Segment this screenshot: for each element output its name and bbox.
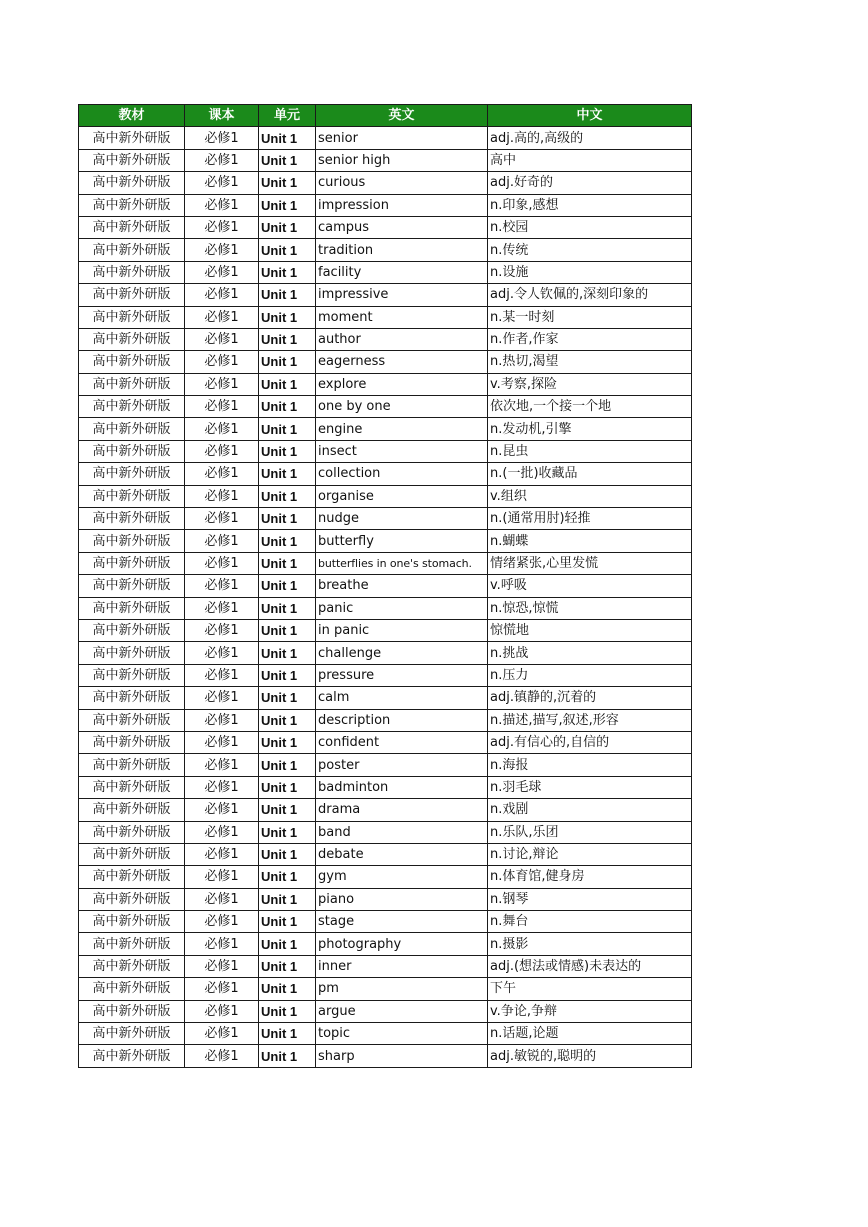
cell-volume: 必修1 [185,754,259,776]
cell-english: curious [316,172,488,194]
cell-volume: 必修1 [185,552,259,574]
cell-unit: Unit 1 [259,754,316,776]
table-row [79,530,692,552]
cell-textbook: 高中新外研版 [79,373,185,395]
cell-volume: 必修1 [185,1045,259,1067]
cell-chinese: n.戏剧 [488,799,692,821]
cell-unit: Unit 1 [259,351,316,373]
cell-textbook: 高中新外研版 [79,731,185,753]
cell-textbook: 高中新外研版 [79,754,185,776]
cell-english: badminton [316,776,488,798]
table-row [79,194,692,216]
cell-unit: Unit 1 [259,955,316,977]
cell-textbook: 高中新外研版 [79,306,185,328]
cell-unit: Unit 1 [259,619,316,641]
cell-english: butterfly [316,530,488,552]
cell-textbook: 高中新外研版 [79,216,185,238]
cell-english: senior high [316,149,488,171]
cell-chinese: 惊慌地 [488,619,692,641]
cell-unit: Unit 1 [259,284,316,306]
cell-volume: 必修1 [185,955,259,977]
cell-textbook: 高中新外研版 [79,978,185,1000]
table-row [79,866,692,888]
cell-textbook: 高中新外研版 [79,530,185,552]
header-volume: 课本 [185,105,259,127]
cell-unit: Unit 1 [259,530,316,552]
cell-chinese: adj.高的,高级的 [488,127,692,149]
cell-textbook: 高中新外研版 [79,194,185,216]
cell-chinese: n.钢琴 [488,888,692,910]
cell-textbook: 高中新外研版 [79,328,185,350]
cell-textbook: 高中新外研版 [79,709,185,731]
cell-unit: Unit 1 [259,821,316,843]
cell-volume: 必修1 [185,463,259,485]
cell-english: moment [316,306,488,328]
cell-english: organise [316,485,488,507]
cell-english: nudge [316,508,488,530]
table-row [79,127,692,149]
cell-chinese: n.某一时刻 [488,306,692,328]
cell-english: impression [316,194,488,216]
cell-textbook: 高中新外研版 [79,888,185,910]
cell-chinese: n.传统 [488,239,692,261]
cell-chinese: n.(一批)收藏品 [488,463,692,485]
cell-chinese: n.设施 [488,261,692,283]
cell-chinese: n.羽毛球 [488,776,692,798]
table-row [79,821,692,843]
table-row [79,1045,692,1067]
cell-english: topic [316,1023,488,1045]
cell-textbook: 高中新外研版 [79,866,185,888]
table-row [79,978,692,1000]
cell-volume: 必修1 [185,396,259,418]
cell-volume: 必修1 [185,799,259,821]
header-row [79,105,692,127]
table-row [79,351,692,373]
table-row [79,440,692,462]
table-row [79,933,692,955]
header-chinese: 中文 [488,105,692,127]
cell-english: tradition [316,239,488,261]
cell-textbook: 高中新外研版 [79,149,185,171]
cell-textbook: 高中新外研版 [79,485,185,507]
table-row [79,1000,692,1022]
table-row [79,843,692,865]
cell-chinese: n.体育馆,健身房 [488,866,692,888]
cell-chinese: n.压力 [488,664,692,686]
cell-volume: 必修1 [185,485,259,507]
cell-english: gym [316,866,488,888]
cell-textbook: 高中新外研版 [79,687,185,709]
cell-unit: Unit 1 [259,216,316,238]
cell-volume: 必修1 [185,1023,259,1045]
cell-chinese: adj.镇静的,沉着的 [488,687,692,709]
cell-textbook: 高中新外研版 [79,351,185,373]
cell-chinese: v.考察,探险 [488,373,692,395]
cell-chinese: n.校园 [488,216,692,238]
cell-chinese: 依次地,一个接一个地 [488,396,692,418]
cell-unit: Unit 1 [259,239,316,261]
cell-unit: Unit 1 [259,866,316,888]
cell-unit: Unit 1 [259,843,316,865]
cell-unit: Unit 1 [259,485,316,507]
cell-textbook: 高中新外研版 [79,1000,185,1022]
cell-unit: Unit 1 [259,418,316,440]
cell-english: impressive [316,284,488,306]
cell-volume: 必修1 [185,619,259,641]
cell-volume: 必修1 [185,530,259,552]
cell-volume: 必修1 [185,888,259,910]
cell-textbook: 高中新外研版 [79,575,185,597]
cell-english: band [316,821,488,843]
cell-volume: 必修1 [185,978,259,1000]
cell-volume: 必修1 [185,306,259,328]
cell-unit: Unit 1 [259,799,316,821]
table-row [79,955,692,977]
cell-volume: 必修1 [185,597,259,619]
cell-textbook: 高中新外研版 [79,396,185,418]
cell-volume: 必修1 [185,821,259,843]
cell-english: butterflies in one's stomach. [316,552,488,574]
cell-english: photography [316,933,488,955]
cell-unit: Unit 1 [259,463,316,485]
table-row [79,239,692,261]
cell-english: confident [316,731,488,753]
table-row [79,508,692,530]
cell-english: calm [316,687,488,709]
table-row [79,306,692,328]
cell-english: piano [316,888,488,910]
cell-volume: 必修1 [185,664,259,686]
cell-english: one by one [316,396,488,418]
cell-unit: Unit 1 [259,440,316,462]
table-row [79,731,692,753]
vocabulary-table [78,104,692,1068]
table-row [79,709,692,731]
cell-unit: Unit 1 [259,888,316,910]
cell-textbook: 高中新外研版 [79,1023,185,1045]
cell-chinese: adj.好奇的 [488,172,692,194]
cell-chinese: n.蝴蝶 [488,530,692,552]
cell-english: author [316,328,488,350]
cell-textbook: 高中新外研版 [79,664,185,686]
cell-unit: Unit 1 [259,396,316,418]
cell-volume: 必修1 [185,216,259,238]
cell-volume: 必修1 [185,709,259,731]
cell-textbook: 高中新外研版 [79,911,185,933]
cell-english: campus [316,216,488,238]
cell-unit: Unit 1 [259,664,316,686]
table-row [79,216,692,238]
cell-volume: 必修1 [185,642,259,664]
table-row [79,687,692,709]
cell-chinese: n.乐队,乐团 [488,821,692,843]
cell-unit: Unit 1 [259,709,316,731]
header-english: 英文 [316,105,488,127]
cell-volume: 必修1 [185,933,259,955]
cell-volume: 必修1 [185,731,259,753]
cell-unit: Unit 1 [259,731,316,753]
cell-english: sharp [316,1045,488,1067]
cell-chinese: v.呼吸 [488,575,692,597]
table-row [79,1023,692,1045]
cell-volume: 必修1 [185,373,259,395]
table-row [79,149,692,171]
cell-chinese: adj.敏锐的,聪明的 [488,1045,692,1067]
cell-english: explore [316,373,488,395]
cell-english: facility [316,261,488,283]
cell-volume: 必修1 [185,866,259,888]
table-row [79,284,692,306]
cell-unit: Unit 1 [259,642,316,664]
cell-textbook: 高中新外研版 [79,261,185,283]
table-row [79,664,692,686]
header-textbook: 教材 [79,105,185,127]
cell-volume: 必修1 [185,776,259,798]
cell-volume: 必修1 [185,284,259,306]
cell-volume: 必修1 [185,328,259,350]
cell-volume: 必修1 [185,127,259,149]
cell-unit: Unit 1 [259,373,316,395]
cell-volume: 必修1 [185,575,259,597]
cell-english: debate [316,843,488,865]
cell-textbook: 高中新外研版 [79,463,185,485]
cell-chinese: n.摄影 [488,933,692,955]
cell-chinese: adj.令人钦佩的,深刻印象的 [488,284,692,306]
cell-chinese: n.海报 [488,754,692,776]
cell-volume: 必修1 [185,418,259,440]
cell-chinese: n.话题,论题 [488,1023,692,1045]
table-row [79,172,692,194]
cell-chinese: 情绪紧张,心里发慌 [488,552,692,574]
cell-unit: Unit 1 [259,172,316,194]
table-row [79,642,692,664]
cell-chinese: v.争论,争辩 [488,1000,692,1022]
table-body [79,127,692,1067]
cell-unit: Unit 1 [259,1023,316,1045]
cell-textbook: 高中新外研版 [79,418,185,440]
table-row [79,396,692,418]
cell-english: senior [316,127,488,149]
cell-unit: Unit 1 [259,261,316,283]
cell-textbook: 高中新外研版 [79,619,185,641]
cell-unit: Unit 1 [259,127,316,149]
cell-chinese: 高中 [488,149,692,171]
cell-textbook: 高中新外研版 [79,642,185,664]
table-row [79,328,692,350]
cell-unit: Unit 1 [259,911,316,933]
cell-english: in panic [316,619,488,641]
cell-volume: 必修1 [185,149,259,171]
cell-english: pm [316,978,488,1000]
cell-english: poster [316,754,488,776]
cell-volume: 必修1 [185,351,259,373]
cell-english: engine [316,418,488,440]
cell-unit: Unit 1 [259,149,316,171]
cell-unit: Unit 1 [259,933,316,955]
cell-volume: 必修1 [185,508,259,530]
cell-chinese: n.描述,描写,叙述,形容 [488,709,692,731]
cell-volume: 必修1 [185,440,259,462]
cell-textbook: 高中新外研版 [79,440,185,462]
cell-textbook: 高中新外研版 [79,172,185,194]
cell-chinese: n.昆虫 [488,440,692,462]
cell-english: breathe [316,575,488,597]
cell-volume: 必修1 [185,172,259,194]
cell-unit: Unit 1 [259,978,316,1000]
cell-chinese: n.(通常用肘)轻推 [488,508,692,530]
cell-chinese: v.组织 [488,485,692,507]
table-row [79,261,692,283]
cell-english: panic [316,597,488,619]
table-row [79,552,692,574]
cell-textbook: 高中新外研版 [79,1045,185,1067]
cell-chinese: 下午 [488,978,692,1000]
cell-volume: 必修1 [185,1000,259,1022]
cell-volume: 必修1 [185,843,259,865]
cell-english: drama [316,799,488,821]
cell-unit: Unit 1 [259,552,316,574]
table-row [79,619,692,641]
cell-chinese: adj.有信心的,自信的 [488,731,692,753]
cell-textbook: 高中新外研版 [79,284,185,306]
header-unit: 单元 [259,105,316,127]
cell-english: eagerness [316,351,488,373]
cell-volume: 必修1 [185,239,259,261]
cell-textbook: 高中新外研版 [79,776,185,798]
table-row [79,597,692,619]
cell-english: description [316,709,488,731]
cell-textbook: 高中新外研版 [79,127,185,149]
table-row [79,754,692,776]
cell-english: collection [316,463,488,485]
cell-english: insect [316,440,488,462]
cell-unit: Unit 1 [259,328,316,350]
cell-textbook: 高中新外研版 [79,955,185,977]
cell-english: challenge [316,642,488,664]
cell-textbook: 高中新外研版 [79,843,185,865]
cell-chinese: n.印象,感想 [488,194,692,216]
table-row [79,485,692,507]
cell-unit: Unit 1 [259,597,316,619]
cell-unit: Unit 1 [259,508,316,530]
cell-unit: Unit 1 [259,776,316,798]
cell-chinese: n.作者,作家 [488,328,692,350]
cell-english: pressure [316,664,488,686]
cell-unit: Unit 1 [259,194,316,216]
cell-volume: 必修1 [185,194,259,216]
table-row [79,911,692,933]
cell-volume: 必修1 [185,261,259,283]
cell-unit: Unit 1 [259,1045,316,1067]
table-row [79,373,692,395]
cell-volume: 必修1 [185,911,259,933]
cell-textbook: 高中新外研版 [79,597,185,619]
cell-chinese: n.发动机,引擎 [488,418,692,440]
table-row [79,463,692,485]
table-row [79,575,692,597]
cell-textbook: 高中新外研版 [79,799,185,821]
cell-chinese: adj.(想法或情感)未表达的 [488,955,692,977]
table-row [79,799,692,821]
cell-chinese: n.挑战 [488,642,692,664]
cell-chinese: n.惊恐,惊慌 [488,597,692,619]
cell-unit: Unit 1 [259,306,316,328]
table-row [79,888,692,910]
cell-english: argue [316,1000,488,1022]
cell-english: inner [316,955,488,977]
table-header [79,105,692,127]
cell-textbook: 高中新外研版 [79,821,185,843]
table-row [79,418,692,440]
cell-chinese: n.热切,渴望 [488,351,692,373]
cell-unit: Unit 1 [259,1000,316,1022]
cell-textbook: 高中新外研版 [79,933,185,955]
cell-unit: Unit 1 [259,575,316,597]
cell-chinese: n.讨论,辩论 [488,843,692,865]
cell-textbook: 高中新外研版 [79,239,185,261]
table-row [79,776,692,798]
cell-unit: Unit 1 [259,687,316,709]
cell-textbook: 高中新外研版 [79,552,185,574]
cell-english: stage [316,911,488,933]
cell-volume: 必修1 [185,687,259,709]
cell-textbook: 高中新外研版 [79,508,185,530]
cell-chinese: n.舞台 [488,911,692,933]
